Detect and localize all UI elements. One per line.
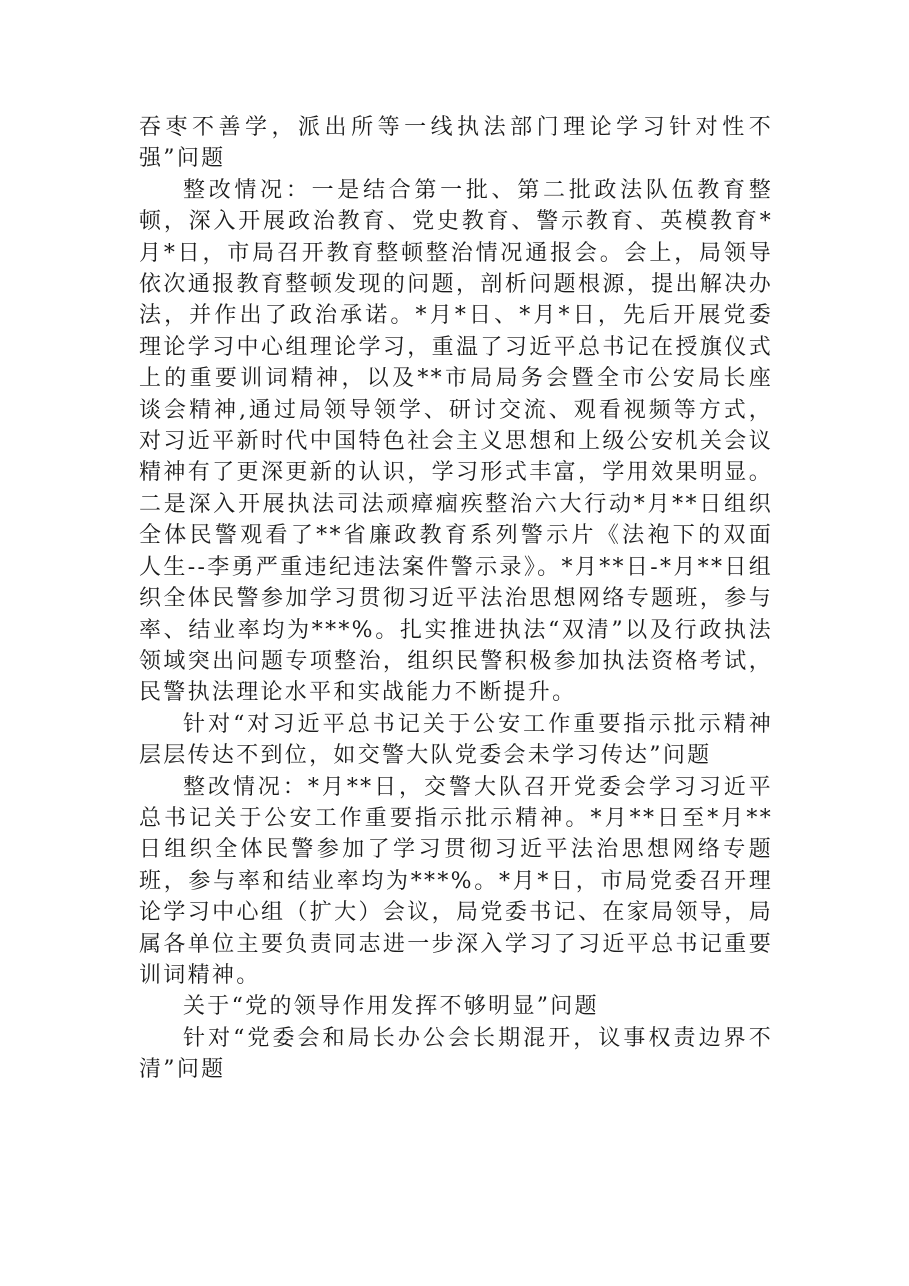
paragraph-issue-2: 针对“对习近平总书记关于公安工作重要指示批示精神层层传达不到位，如交警大队党委会未学习传达”问题 (139, 711, 773, 769)
paragraph-issue-3: 针对“党委会和局长办公会长期混开，议事权责边界不清”问题 (139, 1025, 773, 1083)
document-body (139, 112, 773, 1086)
paragraph-rectification-1: 整改情况：一是结合第一批、第二批政法队伍教育整顿，深入开展政治教育、党史教育、警示教育、英模教育*月*日，市局召开教育整顿整治情况通报会。会上，局领导依次通报教育整顿发现的问题，剖析问题根源，提出解决办法，并作出了政治承诺。*月*日、*月*日，先后开展党委理论学习中心组理论学习，重温了习近平总书记在授旗仪式上的重要训词精神，以及**市局局务会暨全市公安局长座谈会精神,通过局领导领学、研讨交流、观看视频等方式，对习近平新时代中国特色社会主义思想和上级公安机关会议精神有了更深更新的认识，学习形式丰富，学用效果明显。二是深入开展执法司法顽瘴痼疾整治六大行动*月**日组织全体民警观看了**省廉政教育系列警示片《法袍下的双面人生--李勇严重违纪违法案件警示录》。*月**日-*月**日组织全体民警参加学习贯彻习近平法治思想网络专题班，参与率、结业率均为***%。扎实推进执法“双清”以及行政执法领域突出问题专项整治，组织民警积极参加执法资格考试，民警执法理论水平和实战能力不断提升。 (139, 177, 773, 706)
paragraph-section-heading: 关于“党的领导作用发挥不够明显”问题 (183, 994, 599, 1020)
paragraph-continuation: 吞枣不善学，派出所等一线执法部门理论学习针对性不强”问题 (139, 115, 773, 172)
paragraph-rectification-2: 整改情况：*月**日，交警大队召开党委会学习习近平总书记关于公安工作重要指示批示精神。*月**日至*月**日组织全体民警参加了学习贯彻习近平法治思想网络专题班，参与率和结业率均为***%。*月*日，市局党委召开理论学习中心组（扩大）会议，局党委书记、在家局领导，局属各单位主要负责同志进一步深入学习了习近平总书记重要训词精神。 (139, 774, 773, 988)
